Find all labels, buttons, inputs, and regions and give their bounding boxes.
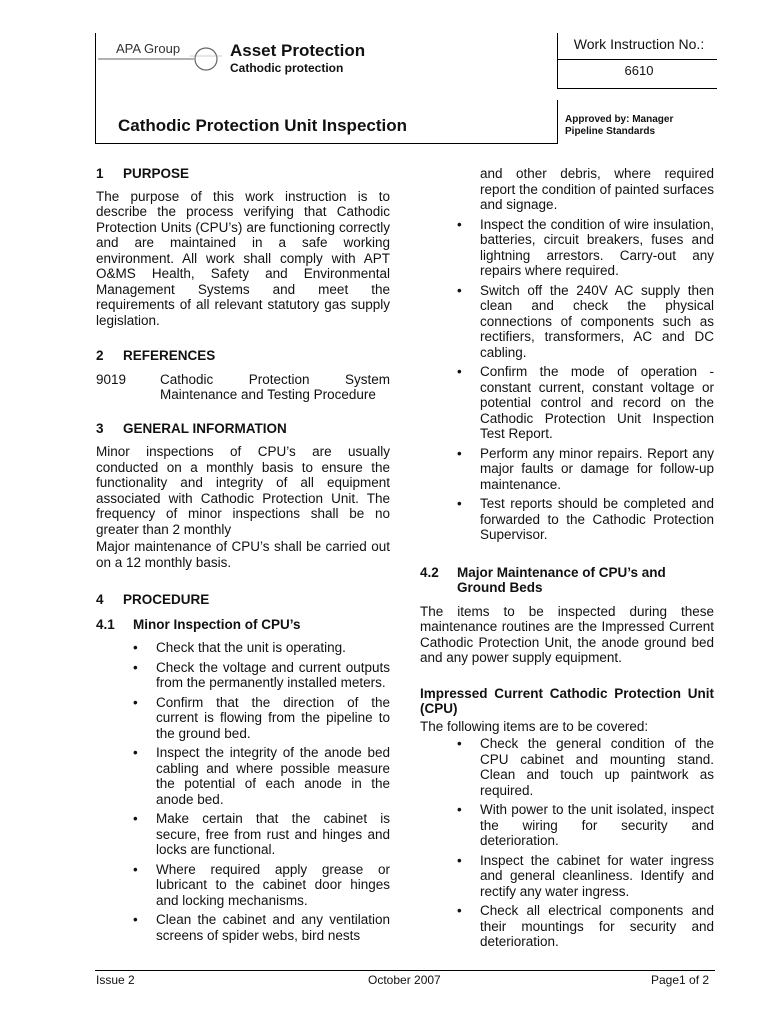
section-title: GENERAL INFORMATION xyxy=(123,420,287,436)
minor-inspection-list xyxy=(133,640,390,943)
bullet-icon: • xyxy=(133,694,138,710)
impressed-current-list xyxy=(457,736,714,950)
approved-line-1: Approved by: Manager xyxy=(565,114,674,125)
bullet-icon: • xyxy=(133,912,138,927)
list-item: • Check that the unit is operating. xyxy=(133,640,346,655)
purpose-text: The purpose of this work instruction is to describe the process verifying that Cathodic Protection Units (CPU’s) are functioning correctly and are maintained in a safe working environment. All work shall comply with APT O&MS Health, Safety and Environmental Management Systems and meet the requirements of all relevant statutory gas supply legislation. xyxy=(96,188,390,328)
section-1-heading xyxy=(96,166,390,182)
bullet-icon: • xyxy=(133,811,138,826)
bullet-icon: • xyxy=(457,282,462,298)
minor-inspection-list-continued xyxy=(457,216,714,543)
footer-page: Page1 of 2 xyxy=(651,973,710,987)
section-number: 4.2 xyxy=(420,564,439,580)
section-4-2-heading xyxy=(420,565,714,596)
section-number: 3 xyxy=(96,420,104,436)
list-item: • Check the general condition of the CPU cabinet and mounting stand. Clean and touch up paintwork as required. xyxy=(457,736,714,798)
bullet-icon: • xyxy=(457,802,462,817)
header-wi-bottom xyxy=(557,88,717,89)
list-item: • Inspect the integrity of the anode bed cabling and where possible measure the potential of each anode in the anode bed. xyxy=(133,745,390,807)
work-instruction-number: 6610 xyxy=(624,63,654,78)
list-item: • With power to the unit isolated, inspect the wiring for security and deterioration. xyxy=(457,802,714,848)
left-column xyxy=(96,166,390,947)
continued-text: and other debris, where required report the condition of painted surfaces and signage. xyxy=(480,166,714,212)
bullet-icon: • xyxy=(133,659,138,675)
header-left-vertical-rule xyxy=(95,33,96,144)
section-title: Major Maintenance of CPU’s and Ground Beds xyxy=(457,564,666,595)
bullet-icon: • xyxy=(133,640,138,655)
list-item: • Inspect the condition of wire insulation, batteries, circuit breakers, fuses and lightning arrestors. Carry-out any repairs where required. xyxy=(457,216,714,278)
section-number: 2 xyxy=(96,348,104,363)
list-item: • Clean the cabinet and any ventilation screens of spider webs, bird nests xyxy=(133,912,390,943)
header-title: Asset Protection xyxy=(230,41,366,60)
section-number: 1 xyxy=(96,166,104,181)
section-2-heading xyxy=(96,348,390,364)
list-item: • Inspect the cabinet for water ingress and general cleanliness. Identify and rectify any water ingress. xyxy=(457,852,714,899)
section-title: Minor Inspection of CPU’s xyxy=(133,616,301,632)
list-item: • Test reports should be completed and forwarded to the Cathodic Protection Supervisor. xyxy=(457,496,714,542)
major-maintenance-text: The items to be inspected during these maintenance routines are the Impressed Current Cathodic Protection Unit, the anode ground bed and any power supply equipment. xyxy=(420,603,714,665)
bullet-icon: • xyxy=(457,903,462,918)
general-info-text-1: Minor inspections of CPU’s are usually conducted on a monthly basis to ensure the functionality and integrity of all equipment associated with Cathodic Protection Unit. The frequency of minor inspections shall be no greater than 2 monthly xyxy=(96,444,390,537)
section-4-heading xyxy=(96,592,390,608)
bullet-icon: • xyxy=(133,745,138,760)
impressed-current-intro: The following items are to be covered: xyxy=(420,718,649,734)
list-item: • Make certain that the cabinet is secure, free from rust and hinges and locks are functional. xyxy=(133,811,390,857)
bullet-icon: • xyxy=(457,216,462,232)
approved-line-2: Pipeline Standards xyxy=(565,126,656,137)
section-title: PURPOSE xyxy=(123,166,190,181)
footer-issue: Issue 2 xyxy=(96,973,135,987)
list-item: • Perform any minor repairs. Report any major faults or damage for follow-up maintenance. xyxy=(457,445,714,492)
bullet-icon: • xyxy=(457,496,462,511)
header-wi-divider xyxy=(557,59,717,60)
list-item: • Where required apply grease or lubricant to the cabinet door hinges and locking mechanisms. xyxy=(133,861,390,908)
document-title: Cathodic Protection Unit Inspection xyxy=(118,116,408,135)
header-right-vertical-rule xyxy=(557,33,558,89)
bullet-icon: • xyxy=(133,861,138,877)
section-4-1-heading xyxy=(96,617,390,633)
impressed-current-heading: Impressed Current Cathodic Protection Unit (CPU) xyxy=(420,685,714,716)
work-instruction-label: Work Instruction No.: xyxy=(573,36,705,52)
bullet-icon: • xyxy=(457,364,462,379)
list-item: • Check the voltage and current outputs from the permanently installed meters. xyxy=(133,659,390,690)
header-subtitle: Cathodic protection xyxy=(230,61,344,75)
list-item: • Switch off the 240V AC supply then clean and check the physical connections of components such as rectifiers, transformers, AC and DC cabling. xyxy=(457,282,714,360)
bullet-icon: • xyxy=(457,445,462,461)
header-bottom-rule xyxy=(95,143,557,144)
bullet-icon: • xyxy=(457,736,462,751)
footer-date: October 2007 xyxy=(368,973,441,987)
section-number: 4.1 xyxy=(96,616,115,632)
list-item: • Confirm the mode of operation - constant current, constant voltage or potential control and record on the Cathodic Protection Unit Inspection Test Report. xyxy=(457,364,714,441)
general-info-text-2: Major maintenance of CPU’s shall be carried out on a 12 monthly basis. xyxy=(96,539,390,570)
approval-block xyxy=(565,114,673,138)
section-title: REFERENCES xyxy=(123,348,216,363)
reference-row xyxy=(96,372,390,403)
list-item: • Confirm that the direction of the current is flowing from the pipeline to the ground bed. xyxy=(133,694,390,741)
logo-text: APA Group xyxy=(116,41,181,56)
right-column xyxy=(420,166,714,954)
footer-rule xyxy=(95,970,715,971)
header-right-vertical-rule-lower xyxy=(557,100,558,144)
section-number: 4 xyxy=(96,592,104,607)
reference-title: Cathodic Protection System Maintenance and Testing Procedure xyxy=(160,371,390,402)
list-item: • Check all electrical components and their mountings for security and deterioration. xyxy=(457,903,714,949)
bullet-icon: • xyxy=(457,852,462,868)
section-3-heading xyxy=(96,421,390,437)
reference-number: 9019 xyxy=(96,371,127,387)
section-title: PROCEDURE xyxy=(123,592,210,607)
